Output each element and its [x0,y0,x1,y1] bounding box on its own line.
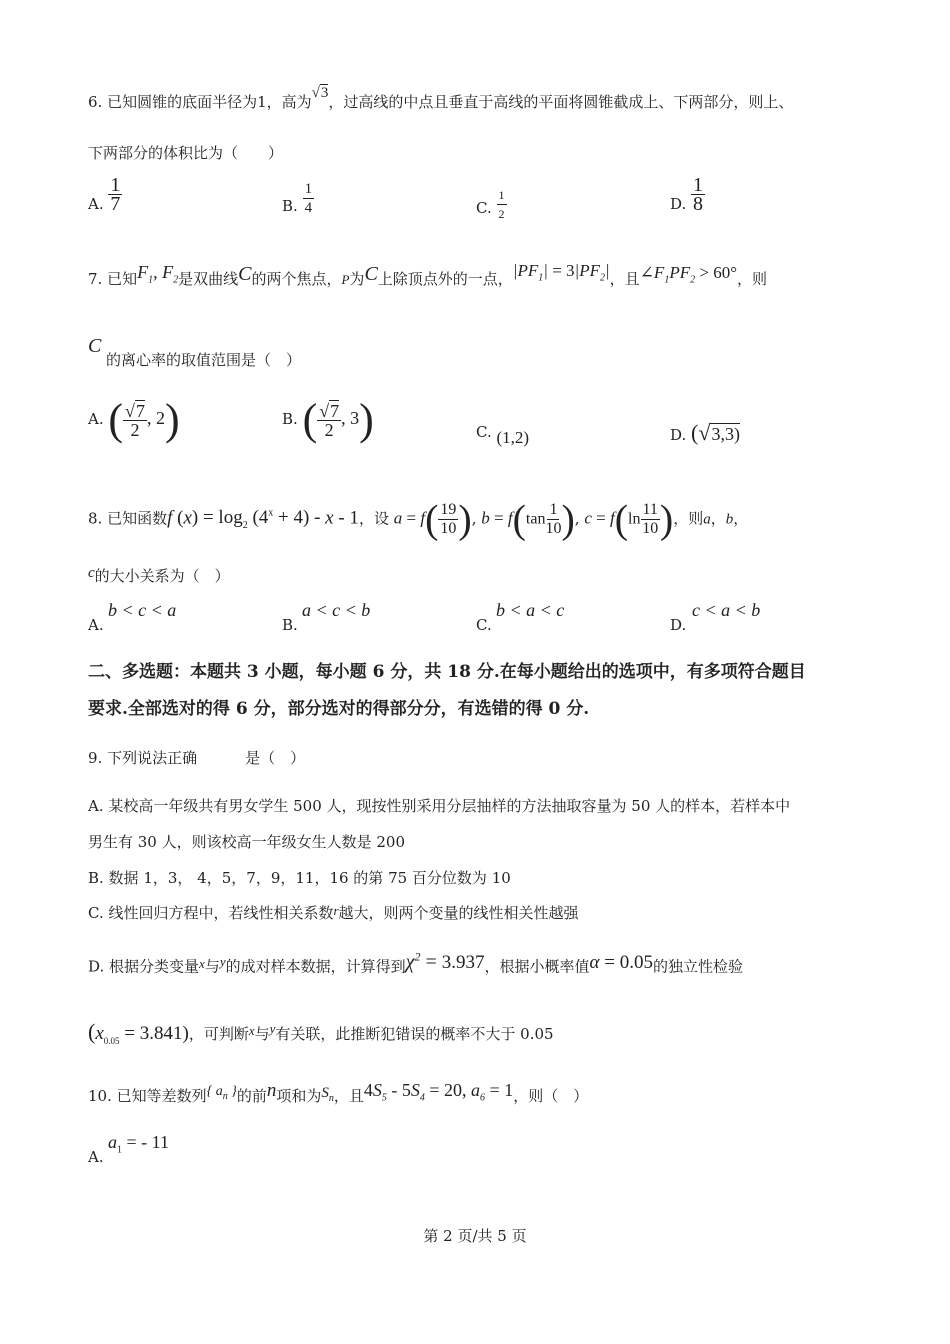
q8-option-c: b < a < c C. [476,600,565,634]
q8-option-d: c < a < b D. [670,600,761,634]
q6-stem-line1: 6. 已知圆锥的底面半径为1，高为√3，过高线的中点且垂直于高线的平面将圆锥截成上、下两部分，则上、 [88,85,794,111]
q8-stem-line2: c的大小关系为（ ） [88,565,230,585]
q6-option-d: D. $\frac{1}{8}$ [670,174,704,215]
q9-option-d-line2: $(x_{0.05} = 3.841)$，可判断x与y有关联，此推断犯错误的概率不大于 0.05 [88,1019,554,1046]
q7-option-b: B. ( $\frac{√7}{2}$ , 3) [282,395,374,444]
q7-stem-line2: C [88,335,102,357]
q6-stem-line2: 下两部分的体积比为（ ） [88,144,284,162]
q9-option-c: C. 线性回归方程中，若线性相关系数r越大，则两个变量的线性相关性越强 [88,903,579,922]
q10-option-a: $a_1$ = - 11 A. [88,1132,169,1166]
page-footer: 第 2 页/共 5 页 [423,1227,527,1245]
q7-stem-line1: 7. 已知$F_1$, $F_2$是双曲线C的两个焦点，P为C上除顶点外的一点，$|PF_1| = 3|PF_2|$，且$\angle F_1PF_2 > 60^\circ$，则 [88,261,768,288]
q7-option-a: A. ( $\frac{√7}{2}$ , 2) [88,395,180,444]
q9-option-a-line2: 男生有 30 人，则该校高一年级女生人数是 200 [88,833,406,851]
q8-option-b: a < c < b B. [282,600,371,634]
q6-option-c: C. $\frac{1}{2}$ [476,188,505,221]
q7-stem-line2-text: 的离心率的取值范围是（ ） [106,351,302,369]
q7-option-c: C. (1,2) [476,423,530,447]
q9-option-b: B. 数据 1，3， 4，5，7，9，11，16 的第 75 百分位数为 10 [88,869,511,887]
q9-option-a-line1: A. 某校高一年级共有男女学生 500 人，现按性别采用分层抽样的方法抽取容量为 50 人的样本，若样本中 [88,797,791,815]
q6-option-a: A. $\frac{1}{7}$ [88,174,121,215]
q8-stem-line1: 8. 已知函数f $(x) = \log_2 (4^x + 4) - x - 1$，设 a = f( $\frac{19}{10}$ ), b = f(tan $\frac{1}{10}$ ), c = f(ln $\frac{11}{10}$ )，则a，b， [88,496,749,542]
q7-option-d: D. (√3,3) [670,420,740,445]
q8-option-a: b < c < a A. [88,600,177,634]
q6-option-b: B. $\frac{1}{4}$ [282,181,313,216]
section2-heading-line1: 二、多选题：本题共 3 小题，每小题 6 分，共 18 分.在每小题给出的选项中，有多项符合题目 [88,662,806,682]
q9-option-d-line1: D. 根据分类变量x与y的成对样本数据，计算得到$\chi^2 = 3.937$，根据小概率值α = 0.05的独立性检验 [88,949,743,976]
q9-stem: 9. 下列说法正确 是（ ） [88,749,306,767]
section2-heading-line2: 要求.全部选对的得 6 分，部分选对的得部分分，有选错的得 0 分. [88,699,590,719]
q10-stem: 10. 已知等差数列{ $a_n$ }的前n项和为$S_n$，且$4S_5 - 5S_4 = 20$, $a_6 = 1$，则（ ） [88,1080,589,1105]
